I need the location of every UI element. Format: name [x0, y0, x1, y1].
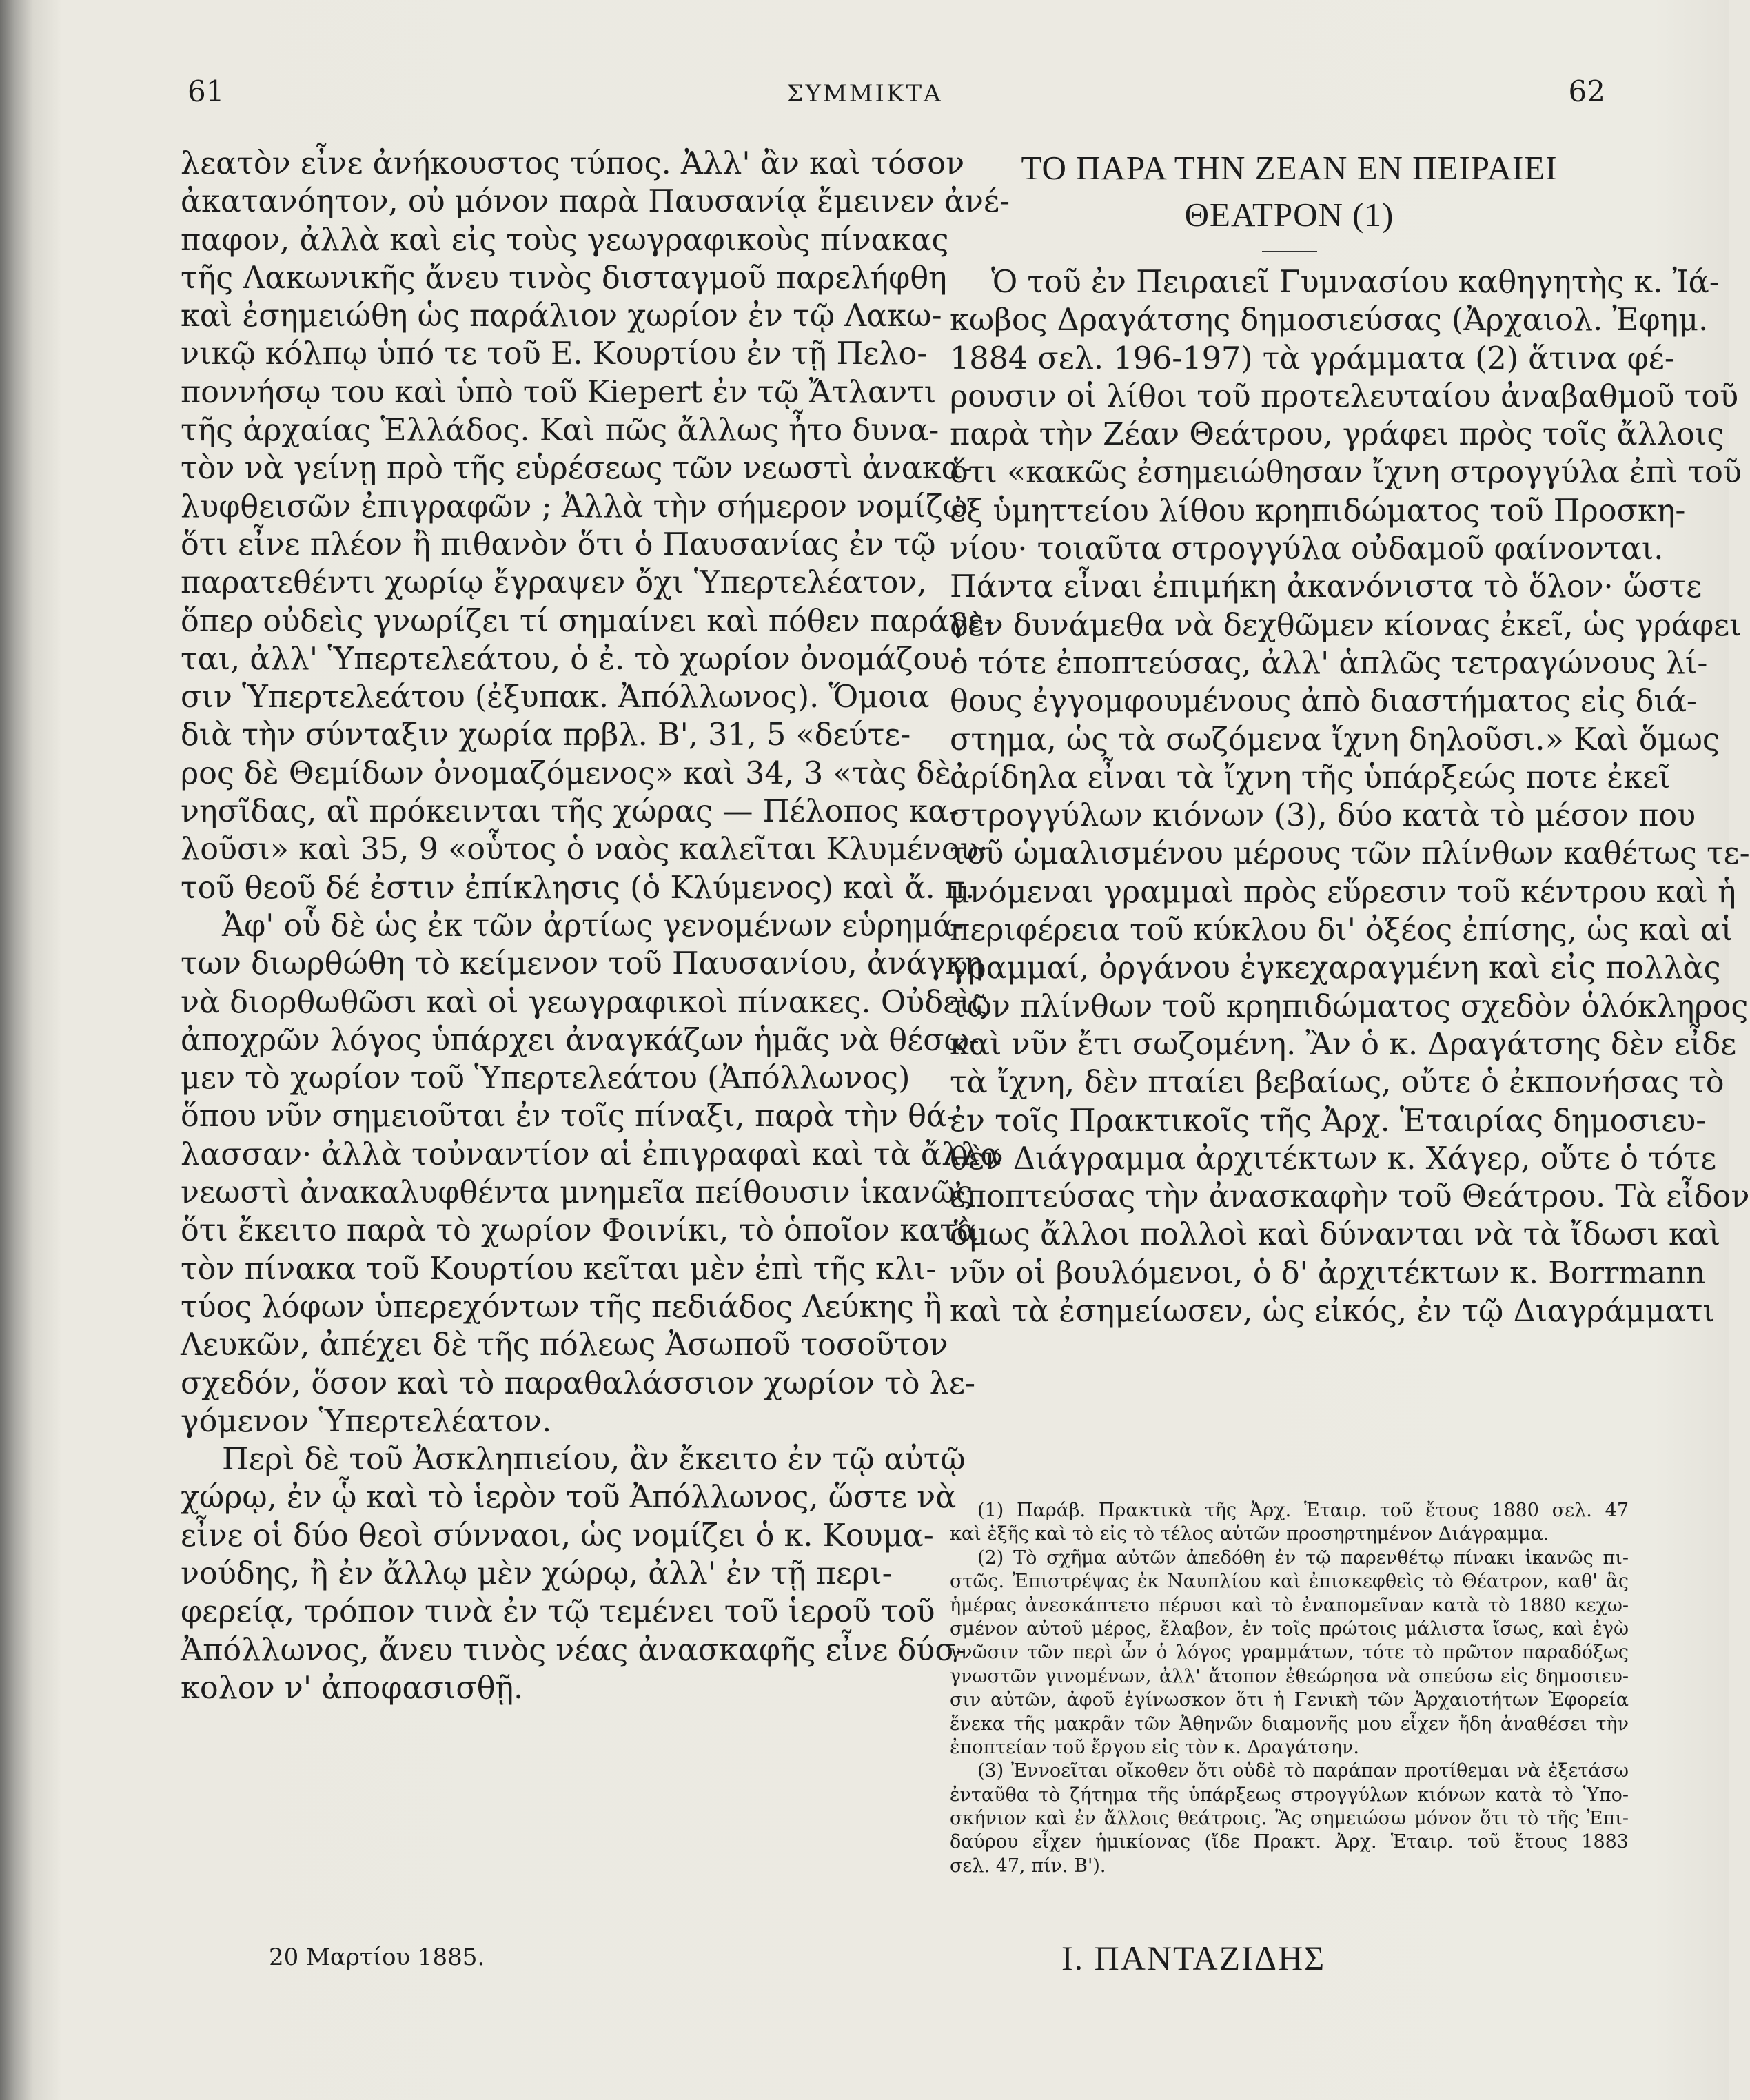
text-line: μεν τὸ χωρίον τοῦ Ὑπερτελεάτου (Ἀπόλλωνος): [181, 1061, 910, 1097]
text-line: παρὰ τὴν Ζέαν Θεάτρου, γράφει πρὸς τοῖς ἄλλοις: [950, 417, 1724, 453]
footnote-line: ἐνταῦθα τὸ ζήτημα τῆς ὑπάρξεως στρογγύλων κιόνων κατὰ τὸ Ὑπο-: [950, 1784, 1629, 1806]
title-divider: [1262, 251, 1317, 252]
text-line: τὸν νὰ γείνῃ πρὸ τῆς εὑρέσεως τῶν νεωστὶ ἀνακα-: [181, 451, 973, 487]
footnote-line: ἡμέρας ἀνεσκάπτετο πέρυσι καὶ τὸ ἐναπομεῖναν κατὰ τὸ 1880 κεχω-: [950, 1594, 1629, 1616]
page-number-right: 62: [1568, 74, 1605, 108]
text-line: νῦν οἱ βουλόμενοι, ὁ δ' ἀρχιτέκτων κ. Borrmann: [950, 1255, 1706, 1291]
text-line: ται, ἀλλ' Ὑπερτελεάτου, ὁ ἐ. τὸ χωρίον ὀνομάζου-: [181, 641, 961, 677]
running-title: ΣΥΜΜΙΚΤΑ: [786, 80, 943, 108]
text-line: κωβος Δραγάτσης δημοσιεύσας (Ἀρχαιολ. Ἐφημ.: [950, 303, 1709, 338]
text-line: θους ἐγγομφουμένους ἀπὸ διαστήματος εἰς διά-: [950, 684, 1697, 720]
text-line: τοῦ θεοῦ δέ ἐστιν ἐπίκλησις (ὁ Κλύμενος) καὶ ἄ. π.: [181, 870, 975, 906]
text-line: λεατὸν εἶνε ἀνήκουστος τύπος. Ἀλλ' ἂν καὶ τόσον: [181, 146, 965, 181]
text-line: ὁ τότε ἐποπτεύσας, ἀλλ' ἁπλῶς τετραγώνους λί-: [950, 645, 1708, 681]
text-line: σχεδόν, ὅσον καὶ τὸ παραθαλάσσιον χωρίον τὸ λε-: [181, 1365, 975, 1401]
text-line: θὲν Διάγραμμα ἀρχιτέκτων κ. Χάγερ, οὔτε ὁ τότε: [950, 1141, 1717, 1176]
text-line: λοῦσι» καὶ 35, 9 «οὗτος ὁ ναὸς καλεῖται Κλυμένου·: [181, 832, 988, 868]
page-number-left: 61: [187, 74, 225, 108]
footnote-line: σιν αὐτῶν, ἀφοῦ ἐγίνωσκον ὅτι ἡ Γενικὴ τῶν Ἀρχαιοτήτων Ἐφορεία: [950, 1689, 1629, 1711]
text-line: μνόμεναι γραμμαὶ πρὸς εὕρεσιν τοῦ κέντρου καὶ ἡ: [950, 874, 1736, 910]
text-line: ρουσιν οἱ λίθοι τοῦ προτελευταίου ἀναβαθμοῦ τοῦ: [950, 378, 1739, 414]
text-line: ἐξ ὑμηττείου λίθου κρηπιδώματος τοῦ Προσκη-: [950, 493, 1686, 529]
text-line: 1884 σελ. 196-197) τὰ γράμματα (2) ἅτινα φέ-: [950, 340, 1675, 376]
text-line: ρος δὲ Θεμίδων ὀνομαζόμενος» καὶ 34, 3 «τὰς δὲ: [181, 755, 952, 791]
text-line: παρατεθέντι χωρίῳ ἔγραψεν ὄχι Ὑπερτελέατον,: [181, 565, 927, 601]
author-signature: Ι. ΠΑΝΤΑΖΙΔΗΣ: [1061, 1939, 1326, 1977]
text-line: τὰ ἴχνη, δὲν πταίει βεβαίως, οὔτε ὁ ἐκπονήσας τὸ: [950, 1065, 1724, 1101]
text-line: ὅπερ οὐδεὶς γνωρίζει τί σημαίνει καὶ πόθεν παράγε-: [181, 603, 995, 639]
text-line: ὅτι «κακῶς ἐσημειώθησαν ἴχνη στρογγύλα ἐπὶ τοῦ: [950, 455, 1742, 491]
text-line: Ἀφ' οὗ δὲ ὡς ἐκ τῶν ἀρτίως γενομένων εὑρημά-: [222, 908, 964, 944]
right-column: [950, 145, 1750, 1330]
footnote-line: ἐποπτείαν τοῦ ἔργου εἰς τὸν κ. Δραγάτσην.: [950, 1736, 1359, 1758]
text-line: χώρῳ, ἐν ᾧ καὶ τὸ ἱερὸν τοῦ Ἀπόλλωνος, ὥστε νὰ: [181, 1480, 957, 1516]
text-line: ὅμως ἄλλοι πολλοὶ καὶ δύνανται νὰ τὰ ἴδωσι καὶ: [950, 1217, 1721, 1253]
text-line: ἀρίδηλα εἶναι τὰ ἴχνη τῆς ὑπάρξεώς ποτε ἐκεῖ: [950, 760, 1671, 795]
text-line: τῆς Λακωνικῆς ἄνευ τινὸς δισταγμοῦ παρελήφθη: [181, 260, 947, 296]
text-line: φερείᾳ, τρόπον τινὰ ἐν τῷ τεμένει τοῦ ἱεροῦ τοῦ: [181, 1594, 935, 1630]
text-line: καὶ ἐσημειώθη ὡς παράλιον χωρίον ἐν τῷ Λακω-: [181, 298, 942, 334]
text-line: τῆς ἀρχαίας Ἑλλάδος. Καὶ πῶς ἄλλως ἦτο δυνα-: [181, 413, 939, 449]
text-line: Λευκῶν, ἀπέχει δὲ τῆς πόλεως Ἀσωποῦ τοσοῦτον: [181, 1327, 948, 1363]
footnote-line: γνῶσιν τῶν περὶ ὧν ὁ λόγος γραμμάτων, τότε τὸ πρῶτον παραδόξως: [950, 1642, 1629, 1664]
text-line: ἐποπτεύσας τὴν ἀνασκαφὴν τοῦ Θεάτρου. Τὰ εἶδον: [950, 1179, 1750, 1215]
text-line: καὶ τὰ ἐσημείωσεν, ὡς εἰκός, ἐν τῷ Διαγράμματι: [950, 1294, 1715, 1329]
footnote-line: ἕνεκα τῆς μακρᾶν τῶν Ἀθηνῶν διαμονῆς μου εἶχεν ἤδη ἀναθέσει τὴν: [950, 1713, 1629, 1735]
article-title-line-1: ΤΟ ΠΑΡΑ ΤΗΝ ΖΕΑΝ ΕΝ ΠΕΙΡΑΙΕΙ: [1021, 149, 1558, 187]
text-line: νούδης, ἢ ἐν ἄλλῳ μὲν χώρῳ, ἀλλ' ἐν τῇ περι-: [181, 1556, 893, 1591]
dateline: 20 Μαρτίου 1885.: [269, 1944, 485, 1971]
text-line: ποννήσῳ του καὶ ὑπὸ τοῦ Kiepert ἐν τῷ Ἄτλαντι: [181, 374, 937, 410]
footnote-line: δαύρου εἶχεν ἡμικίονας (ἴδε Πρακτ. Ἀρχ. Ἑταιρ. τοῦ ἔτους 1883: [950, 1831, 1629, 1853]
article-title-line-2: ΘΕΑΤΡΟΝ (1): [1184, 196, 1394, 234]
text-line: παφον, ἀλλὰ καὶ εἰς τοὺς γεωγραφικοὺς πίνακας: [181, 222, 949, 258]
text-line: ἐν τοῖς Πρακτικοῖς τῆς Ἀρχ. Ἑταιρίας δημοσιευ-: [950, 1103, 1707, 1139]
text-line: Περὶ δὲ τοῦ Ἀσκληπιείου, ἂν ἔκειτο ἐν τῷ αὐτῷ: [222, 1442, 966, 1478]
text-line: νησῖδας, αἳ πρόκεινται τῆς χώρας — Πέλοπος κα-: [181, 794, 959, 830]
text-line: γόμενον Ὑπερτελέατον.: [181, 1403, 552, 1439]
text-line: λασσαν· ἀλλὰ τοὐναντίον αἱ ἐπιγραφαὶ καὶ τὰ ἄλλα: [181, 1136, 1001, 1172]
footnote-line: καὶ ἑξῆς καὶ τὸ εἰς τὸ τέλος αὐτῶν προσηρτημένον Διάγραμμα.: [950, 1523, 1549, 1545]
text-line: ὅτι ἔκειτο παρὰ τὸ χωρίον Φοινίκι, τὸ ὁποῖον κατὰ: [181, 1213, 977, 1249]
text-line: ὅπου νῦν σημειοῦται ἐν τοῖς πίναξι, παρὰ τὴν θά-: [181, 1099, 957, 1134]
text-line: κολον ν' ἀποφασισθῇ.: [181, 1670, 524, 1706]
text-line: περιφέρεια τοῦ κύκλου δι' ὀξέος ἐπίσης, ὡς καὶ αἱ: [950, 913, 1733, 948]
footnotes: [950, 1499, 1629, 1878]
text-line: τοῦ ὡμαλισμένου μέρους τῶν πλίνθων καθέτως τε-: [950, 836, 1750, 872]
footnote-line: (3) Ἐννοεῖται οἴκοθεν ὅτι οὐδὲ τὸ παράπαν προτίθεμαι νὰ ἐξετάσω: [977, 1760, 1629, 1782]
text-line: ἀποχρῶν λόγος ὑπάρχει ἀναγκάζων ἡμᾶς νὰ θέσω-: [181, 1022, 979, 1058]
text-line: νίου· τοιαῦτα στρογγύλα οὐδαμοῦ φαίνονται.: [950, 531, 1664, 567]
text-line: νικῷ κόλπῳ ὑπό τε τοῦ Ε. Κουρτίου ἐν τῇ Πελο-: [181, 336, 928, 372]
text-line: νὰ διορθωθῶσι καὶ οἱ γεωγραφικοὶ πίνακες. Οὐδεὶς: [181, 984, 988, 1020]
footnote-line: σμένον αὐτοῦ μέρος, ἔλαβον, ἐν τοῖς πρώτοις μάλιστα ἴσως, καὶ ἐγὼ: [950, 1618, 1629, 1640]
footnote-line: στῶς. Ἐπιστρέψας ἐκ Ναυπλίου καὶ ἐπισκεφθεὶς τὸ Θέατρον, καθ' ἃς: [950, 1571, 1629, 1593]
footnote-line: (2) Τὸ σχῆμα αὐτῶν ἀπεδόθη ἐν τῷ παρενθέτῳ πίνακι ἱκανῶς πι-: [977, 1547, 1629, 1569]
text-line: Ἀπόλλωνος, ἄνευ τινὸς νέας ἀνασκαφῆς εἶνε δύσ-: [181, 1632, 966, 1668]
text-line: Ὁ τοῦ ἐν Πειραιεῖ Γυμνασίου καθηγητὴς κ. Ἰά-: [991, 265, 1720, 300]
left-column: [181, 145, 1010, 1707]
text-line: εἶνε οἱ δύο θεοὶ σύνναοι, ὡς νομίζει ὁ κ. Κουμα-: [181, 1518, 934, 1553]
text-line: ἀκατανόητον, οὐ μόνον παρὰ Παυσανίᾳ ἔμεινεν ἀνέ-: [181, 184, 1010, 220]
footnote-line: γνωστῶν γινομένων, ἀλλ' ἄτοπον ἐθεώρησα νὰ σπεύσω εἰς δημοσιευ-: [950, 1665, 1629, 1687]
text-line: τύος λόφων ὑπερεχόντων τῆς πεδιάδος Λεύκης ἢ: [181, 1289, 942, 1325]
text-line: καὶ νῦν ἔτι σωζομένη. Ἂν ὁ κ. Δραγάτσης δὲν εἶδε: [950, 1026, 1737, 1062]
text-line: στημα, ὡς τὰ σωζόμενα ἴχνη δηλοῦσι.» Καὶ ὅμως: [950, 722, 1720, 757]
text-line: Πάντα εἶναι ἐπιμήκη ἀκανόνιστα τὸ ὅλον· ὥστε: [950, 569, 1702, 605]
text-line: λυφθεισῶν ἐπιγραφῶν ; Ἀλλὰ τὴν σήμερον νομίζω: [181, 489, 968, 524]
footnote-line: σελ. 47, πίν. Β').: [950, 1855, 1106, 1877]
footnote-line: σκήνιον καὶ ἐν ἄλλοις θεάτροις. Ἂς σημειώσω μόνον ὅτι τὸ τῆς Ἐπι-: [950, 1808, 1629, 1830]
text-line: διὰ τὴν σύνταξιν χωρία πρβλ. Β', 31, 5 «δεύτε-: [181, 717, 911, 753]
text-line: νεωστὶ ἀνακαλυφθέντα μνημεῖα πείθουσιν ἱκανῶς: [181, 1175, 973, 1211]
text-line: ὅτι εἶνε πλέον ἢ πιθανὸν ὅτι ὁ Παυσανίας ἐν τῷ: [181, 527, 936, 562]
text-line: δὲν δυνάμεθα νὰ δεχθῶμεν κίονας ἐκεῖ, ὡς γράφει: [950, 607, 1742, 643]
footnote-line: (1) Παράβ. Πρακτικὰ τῆς Ἀρχ. Ἑταιρ. τοῦ ἔτους 1880 σελ. 47: [977, 1500, 1629, 1521]
text-line: τὸν πίνακα τοῦ Κουρτίου κεῖται μὲν ἐπὶ τῆς κλι-: [181, 1251, 937, 1287]
text-line: των διωρθώθη τὸ κείμενον τοῦ Παυσανίου, ἀνάγκη: [181, 946, 984, 982]
text-line: στρογγύλων κιόνων (3), δύο κατὰ τὸ μέσον που: [950, 798, 1696, 834]
text-line: τῶν πλίνθων τοῦ κρηπιδώματος σχεδὸν ὁλόκληρος: [950, 988, 1749, 1024]
text-line: σιν Ὑπερτελεάτου (ἐξυπακ. Ἀπόλλωνος). Ὅμοια: [181, 680, 930, 715]
text-line: γραμμαί, ὀργάνου ἐγκεχαραγμένη καὶ εἰς πολλὰς: [950, 950, 1721, 986]
